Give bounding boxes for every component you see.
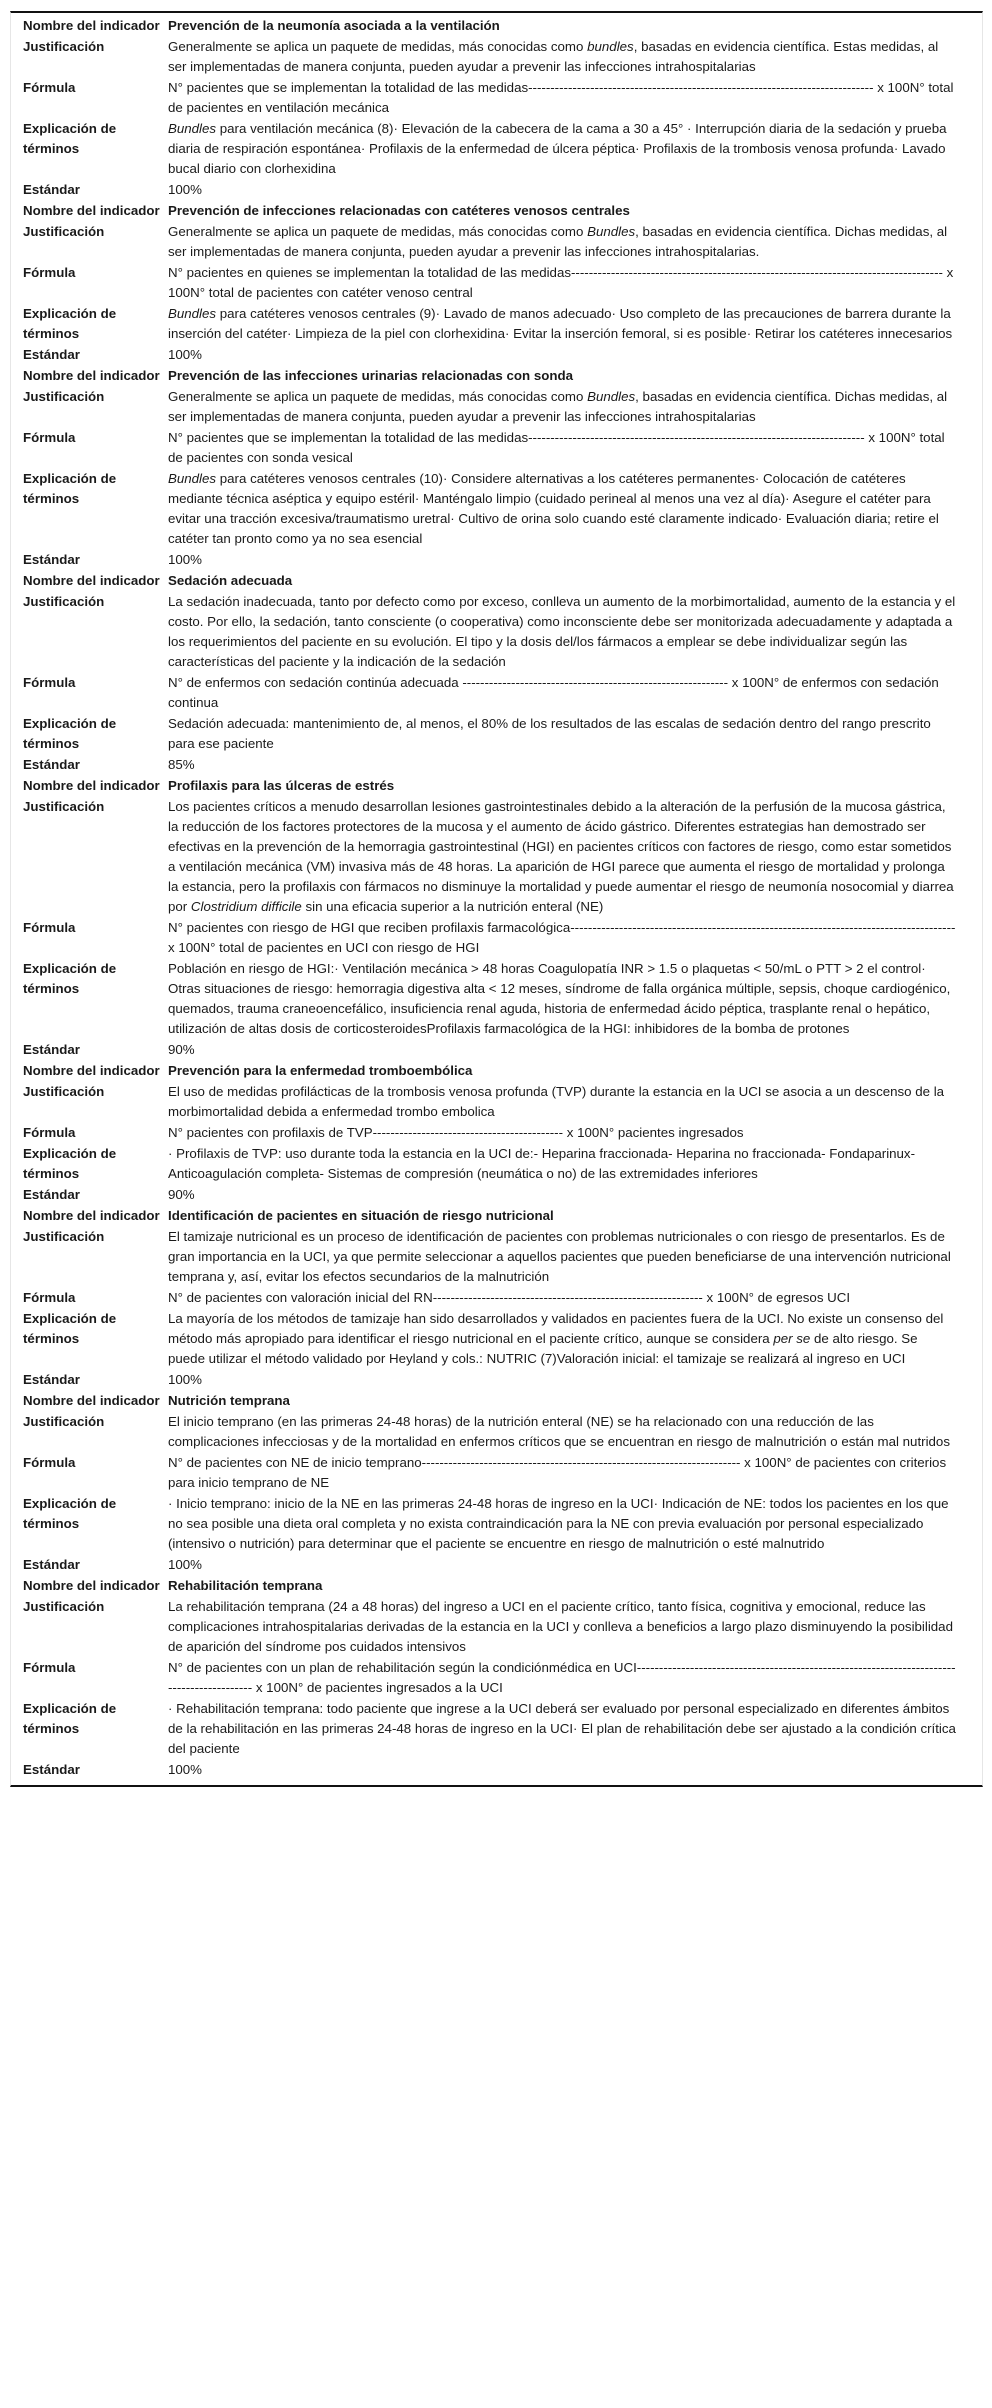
justification-text: El uso de medidas profilácticas de la trombosis venosa profunda (TVP) durante la estancia en la UCI se asocia a un descenso de la morbimortalidad debida a enfermedad trombo embolica <box>168 1084 945 1119</box>
formula-row <box>23 78 970 119</box>
justification-text: Generalmente se aplica un paquete de medidas, más conocidas como Bundles, basadas en evidencia científica. Dichas medidas, al ser implementadas de manera conjunta, pueden ayudar a prevenir las infecciones intrahospitalarias <box>168 389 948 424</box>
formula-row <box>23 263 970 304</box>
indicator-name-row <box>23 776 970 797</box>
justification-row <box>23 1412 970 1453</box>
indicators-table-body <box>23 16 970 1781</box>
explanation-italic-term: Bundles <box>168 121 217 136</box>
italic-term: Bundles <box>587 389 636 404</box>
indicator-name-row <box>23 1061 970 1082</box>
indicator-name-label: Nombre del indicador <box>23 573 160 588</box>
indicator-name: Sedación adecuada <box>168 573 293 588</box>
standard-value: 100% <box>168 1762 203 1777</box>
explanation-row <box>23 1309 970 1370</box>
standard-label: Estándar <box>23 1762 80 1777</box>
standard-label: Estándar <box>23 182 80 197</box>
formula-text: N° pacientes con profilaxis de TVP------------------------------------------- x 100N° pacientes ingresados <box>168 1125 744 1140</box>
explanation-label: Explicación de términos <box>23 961 117 996</box>
formula-row <box>23 1288 970 1309</box>
italic-term: Clostridium difficile <box>190 899 302 914</box>
formula-text: N° pacientes con riesgo de HGI que reciben profilaxis farmacológica--------------------------------------------------------------------------------------- x 100N° total de pacientes en UCI con riesgo de HGI <box>168 920 956 955</box>
indicator-name-row <box>23 201 970 222</box>
indicator-name-row <box>23 1391 970 1412</box>
formula-label: Fórmula <box>23 1125 76 1140</box>
formula-label: Fórmula <box>23 265 76 280</box>
explanation-label: Explicación de términos <box>23 471 117 506</box>
explanation-label: Explicación de términos <box>23 1311 117 1346</box>
indicator-name: Prevención de la neumonía asociada a la ventilación <box>168 18 500 33</box>
explanation-body: para catéteres venosos centrales (10)· Considere alternativas a los catéteres permanentes· Colocación de catéteres mediante técnica aséptica y equipo estéril· Manténgalo limpio (cuidado perineal al menos una vez al día)· Asegure el catéter para evitar una tracción excesiva/traumatismo uretral· Cultivo de orina solo cuando esté claramente indicado· Evaluación diaria; retire el catéter tan pronto como ya no sea esencial <box>168 471 939 546</box>
justification-label: Justificación <box>23 1599 105 1614</box>
indicator-name-label: Nombre del indicador <box>23 1393 160 1408</box>
indicator-name-label: Nombre del indicador <box>23 368 160 383</box>
standard-value: 100% <box>168 182 203 197</box>
indicators-table-container <box>10 11 983 1787</box>
justification-label: Justificación <box>23 389 105 404</box>
standard-label: Estándar <box>23 1187 80 1202</box>
explanation-text <box>168 1144 970 1185</box>
justification-row <box>23 1082 970 1123</box>
formula-text: N° de pacientes con un plan de rehabilitación según la condiciónmédica en UCI------------------------------------------------------------------------------------------- x 100N° de pacientes ingresados a la UCI <box>168 1660 956 1695</box>
justification-row <box>23 387 970 428</box>
explanation-body: Población en riesgo de HGI:· Ventilación mecánica > 48 horas Coagulopatía INR > 1.5 o plaquetas < 50/mL o PTT > 2 el control· Otras situaciones de riesgo: hemorragia digestiva alta < 12 meses, síndrome de falla orgánica múltiple, sepsis, choque cardiogénico, quemados, trauma craneoencefálico, insuficiencia renal aguda, historia de enfermedad ácido péptica, trasplante renal o hepático, utilización de altas dosis de corticosteroidesProfilaxis farmacológica de la HGI: inhibidores de la bomba de protones <box>168 961 951 1036</box>
justification-row <box>23 222 970 263</box>
standard-row <box>23 1040 970 1061</box>
formula-text: N° de enfermos con sedación continúa adecuada ------------------------------------------------------------ x 100N° de enfermos con sedación continua <box>168 675 939 710</box>
explanation-italic-term: Bundles <box>168 306 217 321</box>
indicator-name-label: Nombre del indicador <box>23 1208 160 1223</box>
formula-row <box>23 1123 970 1144</box>
indicator-name-label: Nombre del indicador <box>23 203 160 218</box>
justification-row <box>23 797 970 918</box>
standard-value: 100% <box>168 1372 203 1387</box>
standard-row <box>23 1370 970 1391</box>
indicator-name-row <box>23 1206 970 1227</box>
explanation-body: · Rehabilitación temprana: todo paciente que ingrese a la UCI deberá ser evaluado por personal especializado en diferentes ámbitos de la rehabilitación en las primeras 24-48 horas de ingreso en la UCI· El plan de rehabilitación debe ser ajustado a la condición crítica del paciente <box>168 1701 956 1756</box>
justification-text: La sedación inadecuada, tanto por defecto como por exceso, conlleva un aumento de la morbimortalidad, aumento de la estancia y el costo. Por ello, la sedación, tanto consciente (o cooperativa) como inconsciente debe ser monitorizada adecuadamente y adaptada a los requerimientos del paciente en su evolución. El tipo y la dosis del/los fármacos a emplear se debe individualizar según las características del paciente y la indicación de la sedación <box>168 594 956 669</box>
explanation-body: · Profilaxis de TVP: uso durante toda la estancia en la UCI de:- Heparina fraccionada- Heparina no fraccionada- Fondaparinux- Anticoagulación completa- Sistemas de compresión (neumática o no) de las extremidades inferiores <box>168 1146 916 1181</box>
explanation-label: Explicación de términos <box>23 1701 117 1736</box>
formula-label: Fórmula <box>23 1455 76 1470</box>
indicator-name-label: Nombre del indicador <box>23 18 160 33</box>
standard-label: Estándar <box>23 347 80 362</box>
justification-row <box>23 592 970 673</box>
formula-row <box>23 1658 970 1699</box>
italic-term: bundles <box>587 39 634 54</box>
indicator-name-label: Nombre del indicador <box>23 1063 160 1078</box>
indicator-name-row <box>23 16 970 37</box>
explanation-body: Sedación adecuada: mantenimiento de, al menos, el 80% de los resultados de las escalas de sedación dentro del rango prescrito para ese paciente <box>168 716 931 751</box>
formula-label: Fórmula <box>23 675 76 690</box>
explanation-text <box>168 1309 970 1370</box>
formula-text: N° de pacientes con valoración inicial del RN------------------------------------------------------------- x 100N° de egresos UCI <box>168 1290 851 1305</box>
standard-row <box>23 345 970 366</box>
indicator-name: Prevención de infecciones relacionadas con catéteres venosos centrales <box>168 203 630 218</box>
justification-row <box>23 1227 970 1288</box>
explanation-body: La mayoría de los métodos de tamizaje han sido desarrollados y validados en pacientes fuera de la UCI. No existe un consenso del método más apropiado para identificar el riesgo nutricional en el paciente crítico, aunque se considera per se de alto riesgo. Se puede utilizar el método validado por Heyland y cols.: NUTRIC (7)Valoración inicial: el tamizaje se realizará al ingreso en UCI <box>168 1311 944 1366</box>
justification-text: Generalmente se aplica un paquete de medidas, más conocidas como bundles, basadas en evidencia científica. Estas medidas, al ser implementadas de manera conjunta, pueden ayudar a prevenir las infecciones intrahospitalarias <box>168 39 939 74</box>
explanation-row <box>23 304 970 345</box>
justification-text: El inicio temprano (en las primeras 24-48 horas) de la nutrición enteral (NE) se ha relacionado con una reducción de las complicaciones infecciosas y de la mortalidad en enfermos críticos que se encuentran en riesgo de malnutrición o están mal nutridos <box>168 1414 950 1449</box>
standard-row <box>23 755 970 776</box>
explanation-text <box>168 959 970 1040</box>
justification-label: Justificación <box>23 799 105 814</box>
explanation-text <box>168 1699 970 1760</box>
standard-value: 85% <box>168 757 195 772</box>
justification-text: Los pacientes críticos a menudo desarrollan lesiones gastrointestinales debido a la alteración de la perfusión de la mucosa gástrica, la reducción de los factores protectores de la mucosa y el aumento de ácido gástrico. Diferentes estrategias han demostrado ser efectivas en la prevención de la hemorragia gastrointestinal (HGI) en pacientes críticos con factores de riesgo, como estar sometidos a ventilación mecánica (VM) invasiva más de 48 horas. La aparición de HGI parece que aumenta el riesgo de mortalidad y prolonga la estancia, pero la profilaxis con fármacos no disminuye la mortalidad y puede aumentar el riesgo de neumonía nosocomial y diarrea por Clostridium difficile sin una eficacia superior a la nutrición enteral (NE) <box>168 799 954 914</box>
indicator-name: Prevención para la enfermedad tromboembólica <box>168 1063 473 1078</box>
justification-text: La rehabilitación temprana (24 a 48 horas) del ingreso a UCI en el paciente crítico, tanto física, cognitiva y emocional, reduce las complicaciones intrahospitalarias derivadas de la estancia en la UCI y conlleva a beneficios a largo plazo disminuyendo la posibilidad de aparición del síndrome pos cuidados intensivos <box>168 1599 953 1654</box>
explanation-label: Explicación de términos <box>23 121 117 156</box>
indicators-table <box>23 16 970 1781</box>
formula-label: Fórmula <box>23 1290 76 1305</box>
explanation-body: para catéteres venosos centrales (9)· Lavado de manos adecuado· Uso completo de las precauciones de barrera durante la inserción del catéter· Limpieza de la piel con clorhexidina· Evitar la inserción femoral, si es posible· Retirar los catéteres innecesarios <box>168 306 953 341</box>
formula-text: N° pacientes en quienes se implementan la totalidad de las medidas------------------------------------------------------------------------------------ x 100N° total de pacientes con catéter venoso central <box>168 265 954 300</box>
explanation-body: · Inicio temprano: inicio de la NE en las primeras 24-48 horas de ingreso en la UCI· Indicación de NE: todos los pacientes en los que no sea posible una dieta oral completa y no exista contraindicación para la NE con previa evaluación por personal especializado (intensivo o nutrición) para determinar que el paciente se encuentre en riesgo de malnutrición o esté malnutrido <box>168 1496 949 1551</box>
indicator-name-row <box>23 571 970 592</box>
explanation-label: Explicación de términos <box>23 1496 117 1531</box>
formula-text: N° pacientes que se implementan la totalidad de las medidas---------------------------------------------------------------------------- x 100N° total de pacientes con sonda vesical <box>168 430 945 465</box>
italic-term: per se <box>773 1331 811 1346</box>
standard-row <box>23 1185 970 1206</box>
explanation-row <box>23 714 970 755</box>
formula-label: Fórmula <box>23 920 76 935</box>
standard-label: Estándar <box>23 1042 80 1057</box>
indicator-name-label: Nombre del indicador <box>23 778 160 793</box>
formula-row <box>23 673 970 714</box>
standard-value: 100% <box>168 552 203 567</box>
explanation-italic-term: Bundles <box>168 471 217 486</box>
explanation-row <box>23 1144 970 1185</box>
justification-label: Justificación <box>23 224 105 239</box>
standard-value: 100% <box>168 347 203 362</box>
justification-text: El tamizaje nutricional es un proceso de identificación de pacientes con problemas nutricionales o con riesgo de presentarlos. Es de gran importancia en la UCI, ya que permite seleccionar a aquellos pacientes que pueden beneficiarse de una intervención nutricional temprana y, así, evitar los efectos secundarios de la malnutrición <box>168 1229 951 1284</box>
explanation-text <box>168 714 970 755</box>
standard-label: Estándar <box>23 1557 80 1572</box>
justification-row <box>23 37 970 78</box>
justification-label: Justificación <box>23 594 105 609</box>
explanation-label: Explicación de términos <box>23 716 117 751</box>
indicator-name-row <box>23 366 970 387</box>
indicator-name: Identificación de pacientes en situación de riesgo nutricional <box>168 1208 554 1223</box>
explanation-text <box>168 1494 970 1555</box>
formula-label: Fórmula <box>23 80 76 95</box>
indicator-name-label: Nombre del indicador <box>23 1578 160 1593</box>
standard-label: Estándar <box>23 757 80 772</box>
indicator-name: Prevención de las infecciones urinarias relacionadas con sonda <box>168 368 573 383</box>
justification-label: Justificación <box>23 1414 105 1429</box>
formula-text: N° pacientes que se implementan la totalidad de las medidas------------------------------------------------------------------------------ x 100N° total de pacientes en ventilación mecánica <box>168 80 954 115</box>
standard-label: Estándar <box>23 552 80 567</box>
justification-row <box>23 1597 970 1658</box>
justification-label: Justificación <box>23 1229 105 1244</box>
standard-row <box>23 1555 970 1576</box>
explanation-text <box>168 304 970 345</box>
formula-label: Fórmula <box>23 1660 76 1675</box>
indicator-name: Rehabilitación temprana <box>168 1578 323 1593</box>
standard-row <box>23 550 970 571</box>
formula-row <box>23 1453 970 1494</box>
explanation-label: Explicación de términos <box>23 306 117 341</box>
indicator-name: Profilaxis para las úlceras de estrés <box>168 778 395 793</box>
explanation-body: para ventilación mecánica (8)· Elevación de la cabecera de la cama a 30 a 45° · Interrupción diaria de la sedación y prueba diaria de respiración espontánea· Profilaxis de la enfermedad de úlcera péptica· Profilaxis de la trombosis venosa profunda· Lavado bucal diario con clorhexidina <box>168 121 947 176</box>
indicator-name: Nutrición temprana <box>168 1393 290 1408</box>
standard-value: 90% <box>168 1042 195 1057</box>
formula-text: N° de pacientes con NE de inicio temprano------------------------------------------------------------------------ x 100N° de pacientes con criterios para inicio temprano de NE <box>168 1455 947 1490</box>
standard-label: Estándar <box>23 1372 80 1387</box>
explanation-row <box>23 469 970 550</box>
explanation-row <box>23 119 970 180</box>
standard-row <box>23 180 970 201</box>
formula-row <box>23 918 970 959</box>
formula-row <box>23 428 970 469</box>
standard-value: 100% <box>168 1557 203 1572</box>
standard-row <box>23 1760 970 1781</box>
justification-label: Justificación <box>23 1084 105 1099</box>
explanation-row <box>23 1494 970 1555</box>
standard-value: 90% <box>168 1187 195 1202</box>
explanation-row <box>23 1699 970 1760</box>
justification-label: Justificación <box>23 39 105 54</box>
explanation-label: Explicación de términos <box>23 1146 117 1181</box>
italic-term: Bundles <box>587 224 636 239</box>
formula-label: Fórmula <box>23 430 76 445</box>
explanation-text <box>168 469 970 550</box>
explanation-row <box>23 959 970 1040</box>
indicator-name-row <box>23 1576 970 1597</box>
justification-text: Generalmente se aplica un paquete de medidas, más conocidas como Bundles, basadas en evidencia científica. Dichas medidas, al ser implementadas de manera conjunta, pueden ayudar a prevenir las infecciones intrahospitalarias. <box>168 224 948 259</box>
explanation-text <box>168 119 970 180</box>
